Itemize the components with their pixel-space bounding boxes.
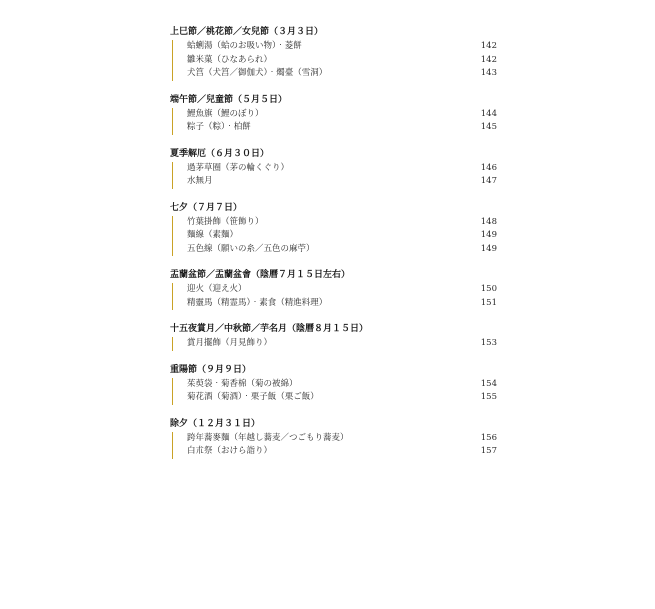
entry-title: 蛤蜊湯（蛤のお吸い物）‧菱餅	[187, 41, 302, 51]
section-title: 夏季解厄（６月３０日）	[170, 148, 270, 159]
toc-entry	[187, 229, 500, 243]
entry-title: 粽子（粽）‧柏餅	[187, 122, 251, 132]
toc-section	[170, 94, 500, 135]
entry-title: 雛米菓（ひなあられ）	[187, 54, 273, 65]
entry-page-number: 147	[480, 176, 497, 186]
entry-page-number: 148	[480, 216, 497, 227]
toc-entry	[187, 297, 500, 311]
section-title: 七夕（７月７日）	[170, 202, 243, 213]
entry-list	[172, 337, 500, 351]
entry-title: 迎火（迎え火）	[187, 284, 247, 294]
entry-title: 精靈馬（精霊馬）‧素食（精進料理）	[187, 297, 328, 308]
section-title: 盂蘭盆節／盂蘭盆會（陰曆７月１５日左右）	[170, 270, 351, 280]
section-title: 端午節／兒童節（５月５日）	[170, 94, 288, 105]
entry-page-number: 142	[480, 41, 497, 51]
entry-page-number: 146	[480, 162, 497, 173]
entry-list	[172, 283, 500, 310]
entry-page-number: 150	[480, 284, 497, 294]
toc-entry	[187, 243, 500, 257]
entry-page-number: 144	[480, 108, 497, 119]
entry-title: 茱萸袋‧菊香棉（菊の被綿）	[187, 378, 298, 389]
entry-title: 賞月擺飾（月見飾り）	[187, 338, 273, 348]
entry-list	[172, 162, 500, 189]
toc-entry	[187, 337, 500, 351]
entry-title: 水無月	[187, 176, 213, 186]
entry-title: 麵線（素麵）	[187, 230, 239, 240]
toc-section	[170, 148, 500, 189]
entry-page-number: 149	[480, 230, 497, 240]
toc-section	[170, 364, 500, 405]
toc-entry	[187, 391, 500, 405]
entry-title: 過茅草圈（茅の輪くぐり）	[187, 162, 290, 173]
toc-entry	[187, 162, 500, 176]
toc-entry	[187, 67, 500, 81]
table-of-contents	[170, 26, 500, 472]
entry-page-number: 153	[480, 338, 497, 348]
entry-title: 五色線（願いの糸／五色の麻苧）	[187, 243, 315, 254]
toc-entry	[187, 40, 500, 54]
toc-section	[170, 323, 500, 351]
entry-page-number: 154	[480, 378, 497, 389]
entry-page-number: 145	[480, 122, 497, 132]
entry-title: 白朮祭（おけら詣り）	[187, 446, 273, 456]
toc-entry	[187, 54, 500, 68]
entry-list	[172, 378, 500, 405]
toc-entry	[187, 445, 500, 459]
entry-page-number: 151	[480, 297, 497, 308]
entry-page-number: 142	[480, 54, 497, 65]
toc-entry	[187, 216, 500, 230]
toc-entry	[187, 283, 500, 297]
entry-page-number: 149	[480, 243, 497, 254]
toc-entry	[187, 121, 500, 135]
toc-section	[170, 418, 500, 459]
toc-entry	[187, 432, 500, 446]
section-title: 除夕（１２月３１日）	[170, 418, 261, 429]
entry-title: 菊花酒（菊酒）‧栗子飯（栗ご飯）	[187, 392, 319, 402]
entry-page-number: 156	[480, 432, 497, 443]
entry-list	[172, 40, 500, 81]
toc-entry	[187, 378, 500, 392]
entry-title: 竹葉掛飾（笹飾り）	[187, 216, 264, 227]
toc-section	[170, 202, 500, 257]
section-title: 十五夜賞月／中秋節／芋名月（陰曆８月１５日）	[170, 324, 369, 334]
toc-section	[170, 26, 500, 81]
entry-title: 鯉魚旗（鯉のぼり）	[187, 108, 264, 119]
entry-list	[172, 108, 500, 135]
section-title: 上巳節／桃花節／女兒節（３月３日）	[170, 27, 324, 37]
toc-entry	[187, 108, 500, 122]
toc-entry	[187, 175, 500, 189]
section-title: 重陽節（９月９日）	[170, 364, 252, 375]
entry-page-number: 155	[480, 392, 497, 402]
toc-section	[170, 269, 500, 310]
entry-list	[172, 216, 500, 257]
entry-page-number: 143	[480, 68, 497, 78]
entry-title: 犬筥（犬筥／御伽犬）‧燭臺（雪洞）	[187, 68, 328, 78]
entry-page-number: 157	[480, 446, 497, 456]
entry-title: 跨年蕎麥麵（年越し蕎麦／つごもり蕎麦）	[187, 432, 349, 443]
entry-list	[172, 432, 500, 459]
